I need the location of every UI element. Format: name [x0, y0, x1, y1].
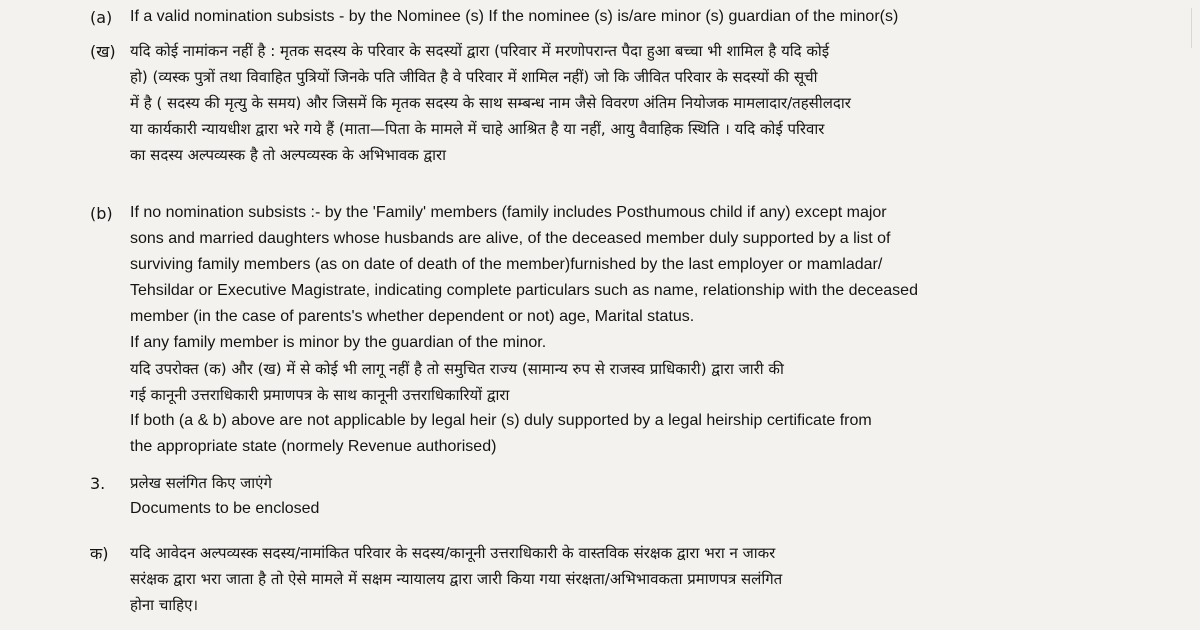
clause-a-marker: (a)	[90, 8, 113, 27]
clause-ka-text	[130, 540, 1120, 618]
clause-kha-marker: (ख)	[90, 42, 116, 61]
clause-kha-line: हो) (व्यस्क पुत्रों तथा विवाहित पुत्रियों जिनके पति जीवित है वे परिवार में शामिल नहीं) जो कि जीवित परिवार के सदस्यों की सूची	[130, 68, 818, 86]
clause-a-line: If a valid nomination subsists - by the Nominee (s) If the nominee (s) is/are minor (s) guardian of the minor(s)	[130, 8, 899, 25]
section-3-text	[130, 470, 1120, 522]
clause-b-tail-line: the appropriate state (normely Revenue authorised)	[130, 438, 497, 455]
clause-kha-line: में है ( सदस्य की मृत्यु के समय) और जिसमें कि मृतक सदस्य के साथ सम्बन्ध नाम जैसे विवरण अंतिम नियोजक मामलादार/तहसीलदार	[130, 94, 851, 112]
section-3-marker: 3.	[90, 474, 106, 493]
clause-kha-text	[130, 38, 1120, 168]
clause-b-hindi-line: यदि उपरोक्त (क) और (ख) में से कोई भी लागू नहीं है तो समुचित राज्य (सामान्य रुप से राजस्व प्राधिकारी) द्वारा जारी की	[130, 360, 784, 378]
clause-b-line: If no nomination subsists :- by the 'Family' members (family includes Posthumous child if any) except major	[130, 204, 887, 221]
clause-b-line: If any family member is minor by the guardian of the minor.	[130, 334, 547, 351]
clause-ka-line: यदि आवेदन अल्पव्यस्क सदस्य/नामांकित परिवार के सदस्य/कानूनी उत्तराधिकारी के वास्तविक संरक्षक द्वारा भरा न जाकर	[130, 544, 776, 562]
page-edge-mark	[1181, 8, 1192, 48]
clause-ka-line: होना चाहिए।	[130, 596, 199, 614]
clause-kha-line: का सदस्य अल्पव्यस्क है तो अल्पव्यस्क के अभिभावक द्वारा	[130, 146, 447, 164]
clause-a-text	[130, 4, 1120, 30]
clause-b-hindi-line: गई कानूनी उत्तराधिकारी प्रमाणपत्र के साथ कानूनी उत्तराधिकारियों द्वारा	[130, 386, 510, 404]
clause-ka-line: सरंक्षक द्वारा भरा जाता है तो ऐसे मामले में सक्षम न्यायालय द्वारा जारी किया गया संरक्षता/अभिभावकता प्रमाणपत्र सलंगित	[130, 570, 783, 588]
clause-b-text	[130, 200, 1120, 460]
clause-kha-line: यदि कोई नामांकन नहीं है : मृतक सदस्य के परिवार के सदस्यों द्वारा (परिवार में मरणोपरान्त पैदा हुआ बच्चा भी शामिल है यदि कोई	[130, 42, 830, 60]
clause-ka-marker: क)	[90, 544, 109, 563]
clause-b-marker: (b)	[90, 204, 113, 223]
clause-kha-line: या कार्यकारी न्यायधीश द्वारा भरे गये हैं (माता—पिता के मामले में चाहे आश्रित है या नहीं, आयु वैवाहिक स्थिति । यदि कोई परिवार	[130, 120, 825, 138]
section-3-english-heading: Documents to be enclosed	[130, 500, 320, 517]
clause-b-line: member (in the case of parents's whether dependent or not) age, Marital status.	[130, 308, 695, 325]
clause-b-line: Tehsildar or Executive Magistrate, indicating complete particulars such as name, relationship with the deceased	[130, 282, 918, 299]
clause-b-tail-line: If both (a & b) above are not applicable by legal heir (s) duly supported by a legal heirship certificate from	[130, 412, 872, 429]
section-3-hindi-heading: प्रलेख सलंगित किए जाएंगे	[130, 474, 272, 492]
clause-b-line: surviving family members (as on date of death of the member)furnished by the last employer or mamladar/	[130, 256, 883, 273]
clause-b-line: sons and married daughters whose husbands are alive, of the deceased member duly supported by a list of	[130, 230, 891, 247]
